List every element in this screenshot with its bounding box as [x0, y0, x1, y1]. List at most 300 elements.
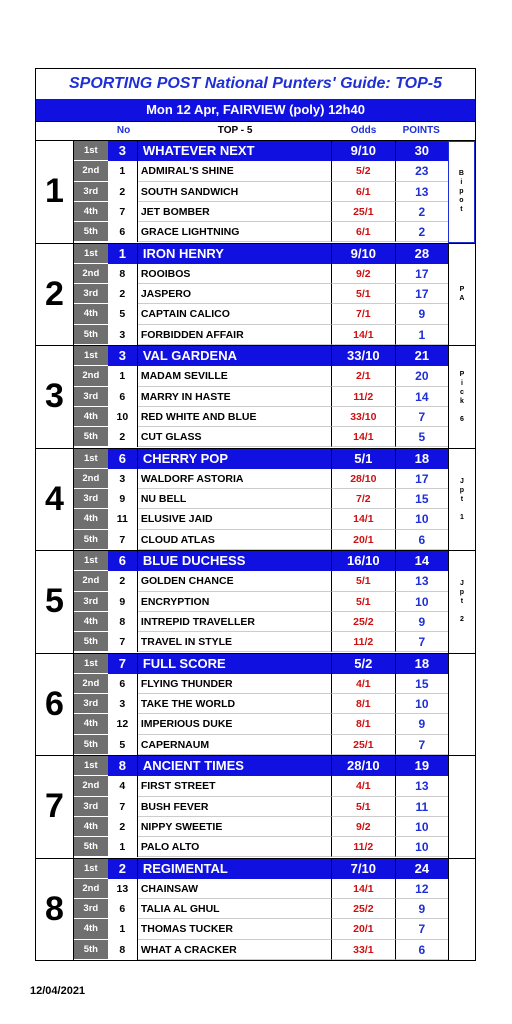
runner-number: 1 [108, 366, 138, 386]
runner-name: INTREPID TRAVELLER [138, 612, 332, 632]
race-block [36, 756, 475, 859]
finish-position: 2nd [74, 161, 108, 181]
runner-number: 5 [108, 735, 138, 755]
header-pos-spacer [75, 122, 109, 140]
runner-points: 15 [396, 489, 448, 509]
runner-number: 3 [108, 346, 138, 366]
race-block [36, 654, 475, 757]
runner-name: SOUTH SANDWICH [138, 182, 332, 202]
runner-points: 13 [396, 776, 448, 796]
runner-name: JET BOMBER [138, 202, 332, 222]
runner-row-top-pick [74, 859, 448, 879]
bet-type-label [448, 244, 475, 346]
runner-points: 11 [396, 797, 448, 817]
runner-number: 3 [108, 325, 138, 345]
runner-number: 8 [108, 264, 138, 284]
runner-number: 9 [108, 592, 138, 612]
runner-odds: 5/1 [332, 571, 396, 591]
runner-points: 1 [396, 325, 448, 345]
runner-points: 21 [396, 346, 448, 366]
runner-points: 12 [396, 879, 448, 899]
finish-position: 4th [74, 714, 108, 734]
bet-type-letter: 2 [459, 616, 464, 624]
runner-odds: 5/1 [332, 797, 396, 817]
runner-number: 2 [108, 571, 138, 591]
runner-list [74, 859, 448, 961]
runner-odds: 14/1 [332, 427, 396, 447]
runner-row-top-pick [74, 654, 448, 674]
finish-position: 3rd [74, 489, 108, 509]
runner-odds: 4/1 [332, 776, 396, 796]
runner-odds: 14/1 [332, 879, 396, 899]
runner-number: 7 [108, 632, 138, 652]
runner-number: 6 [108, 222, 138, 242]
page-title: SPORTING POST National Punters' Guide: TOP-5 [68, 75, 443, 92]
runner-list [74, 756, 448, 858]
runner-points: 9 [396, 304, 448, 324]
runner-list [74, 654, 448, 756]
runner-list [74, 141, 448, 243]
bet-type-letter: t [460, 598, 464, 606]
finish-position: 1st [74, 859, 108, 879]
runner-odds: 7/1 [332, 304, 396, 324]
runner-row [74, 469, 448, 489]
runner-points: 10 [396, 837, 448, 857]
runner-odds: 25/1 [332, 202, 396, 222]
runner-row [74, 735, 448, 755]
runner-row-top-pick [74, 756, 448, 776]
runner-odds: 11/2 [332, 387, 396, 407]
runner-name: GOLDEN CHANCE [138, 571, 332, 591]
runner-row [74, 714, 448, 734]
runner-points: 17 [396, 284, 448, 304]
runner-points: 13 [396, 182, 448, 202]
bet-type-label [448, 654, 475, 756]
runner-name: FORBIDDEN AFFAIR [138, 325, 332, 345]
runner-name: CAPERNAUM [138, 735, 332, 755]
runner-name: FLYING THUNDER [138, 674, 332, 694]
runner-number: 2 [108, 817, 138, 837]
runner-name: IRON HENRY [138, 244, 332, 264]
race-number: 2 [36, 244, 74, 346]
runner-odds: 4/1 [332, 674, 396, 694]
runner-points: 10 [396, 509, 448, 529]
bet-type-letter: p [459, 486, 465, 494]
runner-points: 15 [396, 674, 448, 694]
finish-position: 5th [74, 427, 108, 447]
runner-points: 9 [396, 714, 448, 734]
runner-name: MARRY IN HASTE [138, 387, 332, 407]
finish-position: 3rd [74, 797, 108, 817]
runner-odds: 25/1 [332, 735, 396, 755]
runner-points: 6 [396, 940, 448, 960]
runner-odds: 25/2 [332, 612, 396, 632]
runner-name: NU BELL [138, 489, 332, 509]
runner-name: PALO ALTO [138, 837, 332, 857]
runner-points: 14 [396, 387, 448, 407]
runner-name: JASPERO [138, 284, 332, 304]
runner-number: 8 [108, 940, 138, 960]
runner-name: NIPPY SWEETIE [138, 817, 332, 837]
runner-row [74, 632, 448, 652]
runner-row [74, 264, 448, 284]
runner-row [74, 592, 448, 612]
runner-number: 9 [108, 489, 138, 509]
runner-name: CLOUD ATLAS [138, 530, 332, 550]
bet-type-letter: o [459, 197, 464, 205]
finish-position: 1st [74, 346, 108, 366]
runner-number: 12 [108, 714, 138, 734]
runner-name: BUSH FEVER [138, 797, 332, 817]
runner-name: REGIMENTAL [138, 859, 332, 879]
finish-position: 2nd [74, 879, 108, 899]
race-block [36, 859, 475, 961]
runner-name: CHERRY POP [138, 449, 332, 469]
runner-odds: 6/1 [332, 182, 396, 202]
runner-row [74, 694, 448, 714]
runner-name: VAL GARDENA [138, 346, 332, 366]
runner-number: 6 [108, 449, 138, 469]
bet-type-label [448, 346, 475, 448]
finish-position: 5th [74, 735, 108, 755]
finish-position: 2nd [74, 674, 108, 694]
runner-odds: 7/10 [332, 859, 396, 879]
finish-position: 1st [74, 449, 108, 469]
runner-points: 19 [396, 756, 448, 776]
race-number: 8 [36, 859, 74, 961]
runner-name: ROOIBOS [138, 264, 332, 284]
runner-points: 7 [396, 632, 448, 652]
runner-odds: 11/2 [332, 632, 396, 652]
footer-date: 12/04/2021 [30, 985, 86, 997]
runner-row [74, 427, 448, 447]
runner-points: 30 [396, 141, 448, 161]
runner-row [74, 797, 448, 817]
runner-row [74, 899, 448, 919]
finish-position: 5th [74, 222, 108, 242]
runner-row [74, 222, 448, 242]
runner-row [74, 571, 448, 591]
runner-number: 13 [108, 879, 138, 899]
runner-odds: 33/1 [332, 940, 396, 960]
runner-points: 24 [396, 859, 448, 879]
runner-odds: 7/2 [332, 489, 396, 509]
runner-row [74, 509, 448, 529]
race-number: 6 [36, 654, 74, 756]
runner-odds: 8/1 [332, 714, 396, 734]
runner-odds: 9/2 [332, 264, 396, 284]
runner-row [74, 530, 448, 550]
runner-number: 4 [108, 776, 138, 796]
bet-type-letter: c [459, 388, 464, 396]
runner-row [74, 776, 448, 796]
runner-name: WHAT A CRACKER [138, 940, 332, 960]
finish-position: 3rd [74, 694, 108, 714]
runner-points: 17 [396, 469, 448, 489]
bet-type-letter [461, 504, 463, 513]
runner-odds: 28/10 [332, 469, 396, 489]
runner-odds: 5/1 [332, 592, 396, 612]
finish-position: 4th [74, 202, 108, 222]
finish-position: 2nd [74, 571, 108, 591]
runner-points: 7 [396, 735, 448, 755]
finish-position: 4th [74, 612, 108, 632]
runner-name: MADAM SEVILLE [138, 366, 332, 386]
bet-type-label [448, 859, 475, 961]
bet-type-letter: p [459, 589, 465, 597]
finish-position: 2nd [74, 264, 108, 284]
runner-name: CHAINSAW [138, 879, 332, 899]
runner-number: 6 [108, 551, 138, 571]
bet-type-label [448, 141, 475, 243]
runner-points: 20 [396, 366, 448, 386]
finish-position: 5th [74, 837, 108, 857]
runner-points: 17 [396, 264, 448, 284]
bet-type-letter: B [458, 170, 464, 178]
runner-points: 18 [396, 654, 448, 674]
runner-row [74, 325, 448, 345]
bet-type-letter: t [460, 495, 464, 503]
runner-number: 11 [108, 509, 138, 529]
race-block [36, 449, 475, 552]
runner-odds: 20/1 [332, 919, 396, 939]
race-block [36, 551, 475, 654]
runner-row [74, 837, 448, 857]
finish-position: 1st [74, 551, 108, 571]
runner-row [74, 612, 448, 632]
runner-odds: 2/1 [332, 366, 396, 386]
runner-row-top-pick [74, 244, 448, 264]
bet-type-letter: i [460, 379, 463, 387]
runner-points: 6 [396, 530, 448, 550]
finish-position: 4th [74, 509, 108, 529]
runner-name: ANCIENT TIMES [138, 756, 332, 776]
runner-name: ADMIRAL'S SHINE [138, 161, 332, 181]
runner-name: GRACE LIGHTNING [138, 222, 332, 242]
runner-odds: 20/1 [332, 530, 396, 550]
race-block [36, 244, 475, 347]
runner-name: CAPTAIN CALICO [138, 304, 332, 324]
bet-type-letter: P [459, 370, 465, 378]
finish-position: 5th [74, 325, 108, 345]
runner-points: 9 [396, 899, 448, 919]
race-number: 4 [36, 449, 74, 551]
runner-list [74, 449, 448, 551]
runner-points: 10 [396, 592, 448, 612]
runner-row [74, 940, 448, 960]
bet-type-letter: i [460, 179, 463, 187]
races-table [36, 141, 475, 960]
finish-position: 1st [74, 141, 108, 161]
runner-row [74, 304, 448, 324]
bet-type-label [448, 756, 475, 858]
runner-points: 2 [396, 222, 448, 242]
header-race-spacer [36, 122, 75, 140]
bet-type-letter: P [459, 286, 465, 294]
runner-number: 1 [108, 919, 138, 939]
finish-position: 4th [74, 407, 108, 427]
bet-type-letter: k [459, 397, 464, 405]
bet-type-letter [461, 406, 463, 415]
runner-row [74, 879, 448, 899]
runner-number: 8 [108, 756, 138, 776]
finish-position: 3rd [74, 284, 108, 304]
runner-row [74, 387, 448, 407]
meeting-banner: Mon 12 Apr, FAIRVIEW (poly) 12h40 [36, 99, 475, 121]
finish-position: 5th [74, 940, 108, 960]
bet-type-label [448, 449, 475, 551]
race-number: 1 [36, 141, 74, 243]
runner-row [74, 161, 448, 181]
runner-odds: 6/1 [332, 222, 396, 242]
runner-odds: 5/2 [332, 654, 396, 674]
runner-name: FULL SCORE [138, 654, 332, 674]
runner-list [74, 551, 448, 653]
finish-position: 1st [74, 244, 108, 264]
finish-position: 3rd [74, 182, 108, 202]
runner-points: 5 [396, 427, 448, 447]
runner-points: 23 [396, 161, 448, 181]
finish-position: 3rd [74, 592, 108, 612]
runner-name: ENCRYPTION [138, 592, 332, 612]
runner-odds: 8/1 [332, 694, 396, 714]
bet-type-letter: 1 [459, 513, 464, 521]
runner-odds: 25/2 [332, 899, 396, 919]
race-block [36, 141, 475, 244]
runner-name: FIRST STREET [138, 776, 332, 796]
runner-number: 3 [108, 694, 138, 714]
runner-points: 9 [396, 612, 448, 632]
column-header-row [36, 121, 475, 141]
runner-odds: 28/10 [332, 756, 396, 776]
race-block [36, 346, 475, 449]
bet-type-letter: t [460, 206, 463, 214]
runner-row [74, 182, 448, 202]
runner-odds: 14/1 [332, 325, 396, 345]
runner-name: WALDORF ASTORIA [138, 469, 332, 489]
runner-number: 1 [108, 244, 138, 264]
runner-row [74, 817, 448, 837]
runner-points: 18 [396, 449, 448, 469]
runner-list [74, 346, 448, 448]
race-number: 7 [36, 756, 74, 858]
runner-name: IMPERIOUS DUKE [138, 714, 332, 734]
runner-name: ELUSIVE JAID [138, 509, 332, 529]
runner-odds: 33/10 [332, 407, 396, 427]
header-top5: TOP - 5 [217, 125, 253, 136]
runner-row [74, 407, 448, 427]
runner-name: THOMAS TUCKER [138, 919, 332, 939]
finish-position: 4th [74, 304, 108, 324]
runner-points: 13 [396, 571, 448, 591]
finish-position: 5th [74, 530, 108, 550]
finish-position: 2nd [74, 776, 108, 796]
runner-row [74, 919, 448, 939]
runner-odds: 14/1 [332, 509, 396, 529]
runner-row-top-pick [74, 551, 448, 571]
runner-number: 2 [108, 284, 138, 304]
runner-odds: 11/2 [332, 837, 396, 857]
bet-type-letter: 6 [459, 415, 464, 423]
runner-odds: 5/2 [332, 161, 396, 181]
runner-number: 2 [108, 182, 138, 202]
bet-type-letter: J [459, 580, 464, 588]
runner-number: 6 [108, 674, 138, 694]
runner-row-top-pick [74, 346, 448, 366]
runner-list [74, 244, 448, 346]
runner-points: 7 [396, 407, 448, 427]
bet-type-letter: J [459, 477, 464, 485]
runner-name: TALIA AL GHUL [138, 899, 332, 919]
race-number: 3 [36, 346, 74, 448]
finish-position: 5th [74, 632, 108, 652]
runner-number: 5 [108, 304, 138, 324]
runner-odds: 9/10 [332, 244, 396, 264]
runner-number: 2 [108, 427, 138, 447]
header-no: No [116, 125, 131, 136]
runner-row-top-pick [74, 141, 448, 161]
header-side-spacer [447, 122, 475, 140]
runner-row [74, 674, 448, 694]
runner-name: BLUE DUCHESS [138, 551, 332, 571]
runner-row [74, 366, 448, 386]
finish-position: 2nd [74, 366, 108, 386]
bet-type-label [448, 551, 475, 653]
runner-odds: 5/1 [332, 449, 396, 469]
finish-position: 4th [74, 817, 108, 837]
finish-position: 3rd [74, 899, 108, 919]
runner-points: 2 [396, 202, 448, 222]
runner-number: 6 [108, 899, 138, 919]
punters-guide-sheet [35, 68, 476, 961]
runner-name: CUT GLASS [138, 427, 332, 447]
runner-points: 10 [396, 694, 448, 714]
bet-type-letter: A [459, 295, 465, 303]
runner-number: 8 [108, 612, 138, 632]
runner-number: 7 [108, 202, 138, 222]
runner-name: TAKE THE WORLD [138, 694, 332, 714]
runner-odds: 9/10 [332, 141, 396, 161]
runner-name: TRAVEL IN STYLE [138, 632, 332, 652]
runner-number: 1 [108, 837, 138, 857]
runner-row-top-pick [74, 449, 448, 469]
runner-points: 28 [396, 244, 448, 264]
runner-odds: 16/10 [332, 551, 396, 571]
runner-row [74, 202, 448, 222]
runner-odds: 33/10 [332, 346, 396, 366]
runner-number: 1 [108, 161, 138, 181]
bet-type-letter: p [459, 188, 464, 196]
finish-position: 3rd [74, 387, 108, 407]
runner-number: 7 [108, 530, 138, 550]
runner-points: 7 [396, 919, 448, 939]
runner-odds: 5/1 [332, 284, 396, 304]
runner-number: 10 [108, 407, 138, 427]
race-number: 5 [36, 551, 74, 653]
runner-points: 10 [396, 817, 448, 837]
runner-number: 7 [108, 797, 138, 817]
runner-name: RED WHITE AND BLUE [138, 407, 332, 427]
runner-number: 2 [108, 859, 138, 879]
runner-name: WHATEVER NEXT [138, 141, 332, 161]
runner-number: 7 [108, 654, 138, 674]
finish-position: 1st [74, 654, 108, 674]
runner-number: 3 [108, 141, 138, 161]
runner-number: 3 [108, 469, 138, 489]
runner-row [74, 489, 448, 509]
runner-points: 14 [396, 551, 448, 571]
finish-position: 4th [74, 919, 108, 939]
